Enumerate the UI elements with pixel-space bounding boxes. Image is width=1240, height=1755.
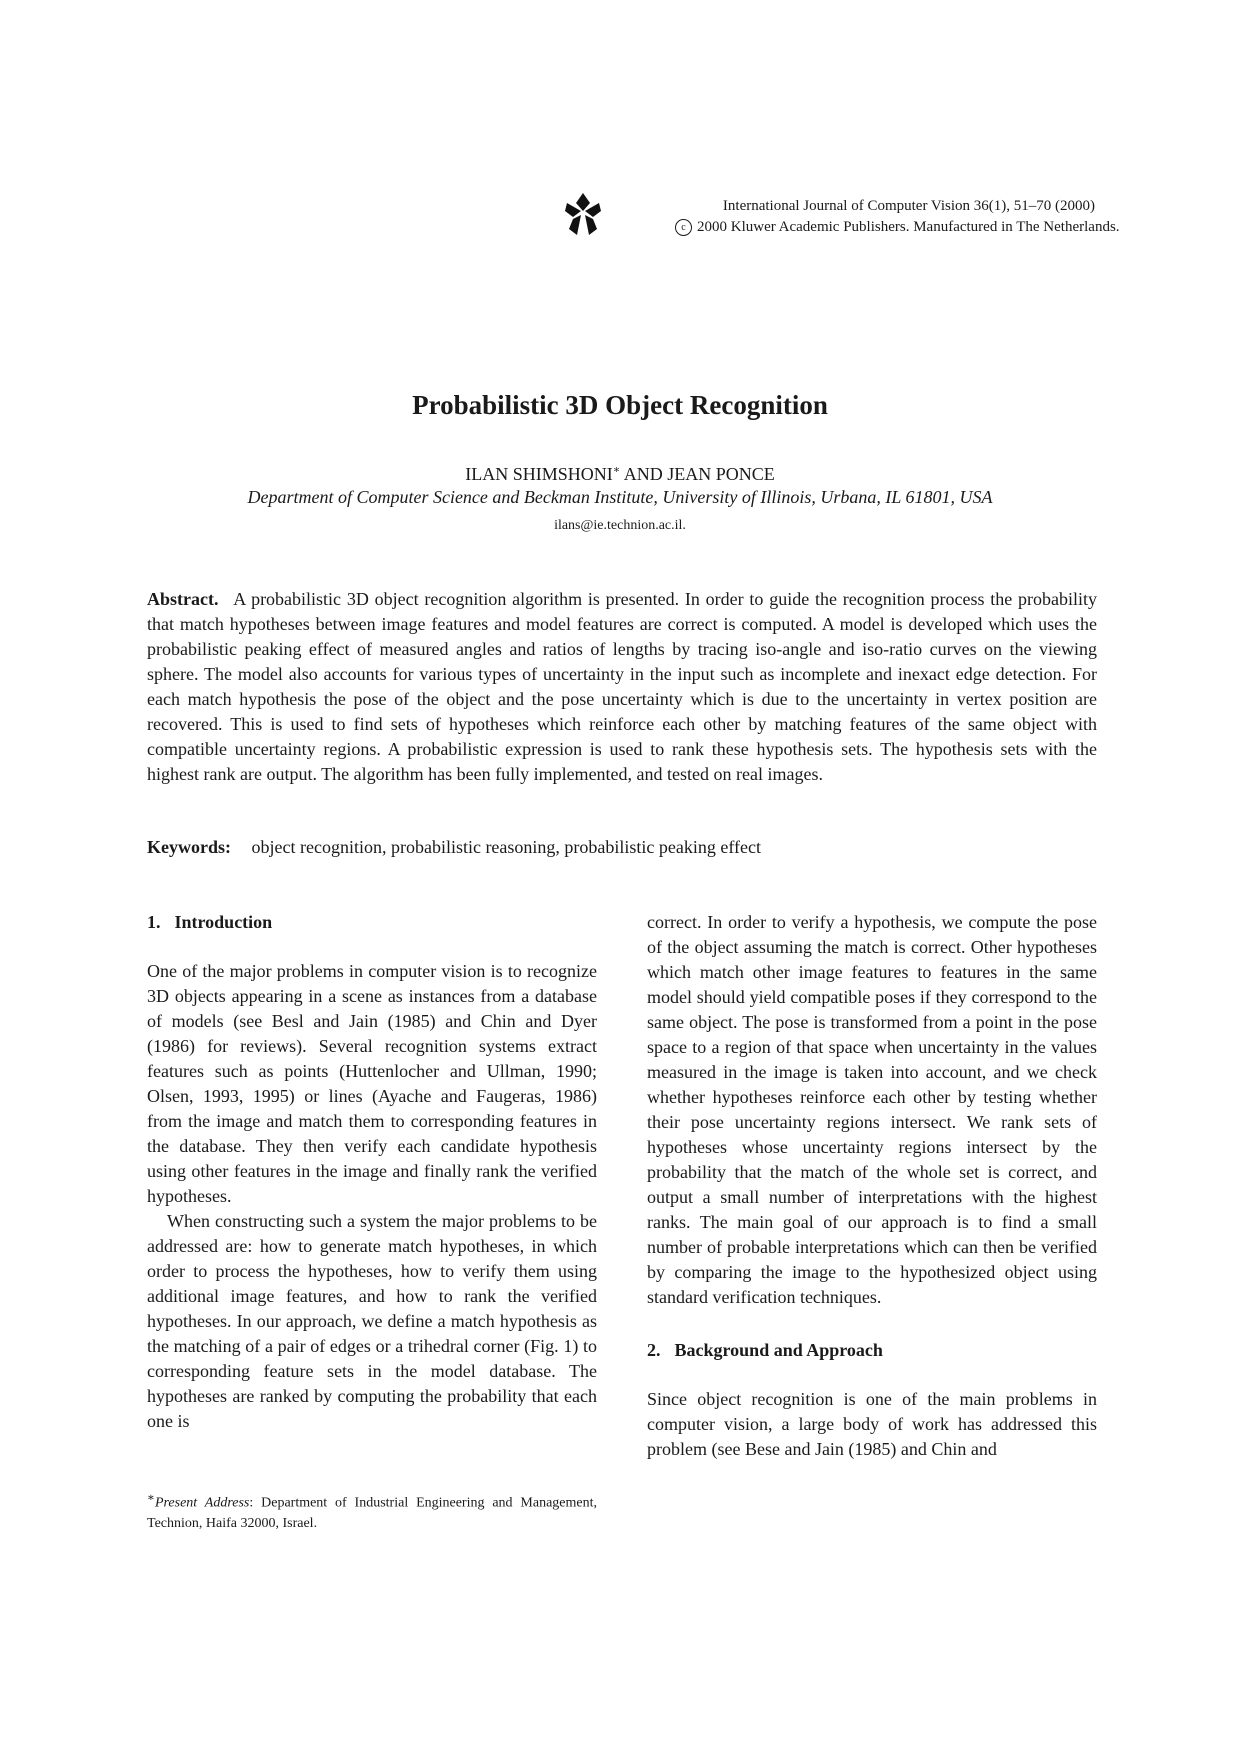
copyright-text: 2000 Kluwer Academic Publishers. Manufactured in The Netherlands. [697,219,1120,235]
intro-paragraph-2-continued: correct. In order to verify a hypothesis, we compute the pose of the object assuming the match is correct. Other hypotheses which match other image features to features in the same model should yield compatible poses if they correspond to the same object. The pose is transformed from a point in the pose space to a region of that space when uncertainty in the values measured in the image is taken into account, and we check whether hypotheses reinforce each other by testing whether their pose uncertainty regions intersect. We rank sets of hypotheses whose uncertainty regions intersect by the probability that the match of the whole set is correct, and output a small number of interpretations with the highest ranks. The main goal of our approach is to find a small number of probable interpretations which can then be verified by comparing the image to the hypothesized object using standard verification techniques. [647,912,1097,1307]
journal-header [675,196,1120,238]
left-column [147,910,597,1434]
affiliation: Department of Computer Science and Beckman Institute, University of Illinois, Urbana, IL 61801, USA [247,487,993,507]
section-heading-background [647,1338,1097,1363]
section-title: Introduction [174,912,273,932]
right-column [647,910,1097,1462]
section-number: 2. [647,1340,661,1360]
publisher-logo-icon [563,191,603,237]
author-footnote-marker: ∗ [612,464,621,476]
author-rest: AND JEAN PONCE [620,464,775,484]
keywords-text: object recognition, probabilistic reasoning, probabilistic peaking effect [251,837,762,857]
journal-citation: International Journal of Computer Vision 36(1), 51–70 (2000) [722,198,1095,214]
copyright-icon: c [675,219,692,236]
abstract-label: Abstract. [147,589,219,609]
abstract [147,587,1097,787]
intro-paragraph-2: When constructing such a system the major problems to be addressed are: how to generate match hypotheses, in which order to process the hypotheses, how to verify them using additional image features, and how to rank the verified hypotheses. In our approach, we define a match hypothesis as the matching of a pair of edges or a trihedral corner (Fig. 1) to corresponding feature sets in the model database. The hypotheses are ranked by computing the probability that each one is [147,1211,597,1431]
intro-paragraph-1: One of the major problems in computer vision is to recognize 3D objects appearing in a scene as instances from a database of models (see Besl and Jain (1985) and Chin and Dyer (1986) for reviews). Several recognition systems extract features such as points (Huttenlocher and Ullman, 1990; Olsen, 1993, 1995) or lines (Ayache and Faugeras, 1986) from the image and match them to corresponding features in the database. They then verify each candidate hypothesis using other features in the image and finally rank the verified hypotheses. [147,961,597,1206]
copyright-line [675,217,1120,238]
paper-title: Probabilistic 3D Object Recognition [412,390,828,420]
footnote [147,1488,597,1534]
section-number: 1. [147,912,161,932]
section-title: Background and Approach [674,1340,883,1360]
footnote-marker: ∗ [147,1491,155,1504]
background-paragraph-1: Since object recognition is one of the main problems in computer vision, a large body of work has addressed this problem (see Bese and Jain (1985) and Chin and [647,1389,1097,1459]
abstract-text: A probabilistic 3D object recognition algorithm is presented. In order to guide the recognition process the probability that match hypotheses between image features and model features are correct is computed. A model is developed which uses the probabilistic peaking effect of measured angles and ratios of lengths by tracing iso-angle and iso-ratio curves on the viewing sphere. The model also accounts for various types of uncertainty in the input such as incomplete and inexact edge detection. For each match hypothesis the pose of the object and the pose uncertainty which is due to the uncertainty in vertex position are recovered. This is used to find sets of hypotheses which reinforce each other by matching features of the same object with compatible uncertainty regions. A probabilistic expression is used to rank these hypothesis sets. The hypothesis sets with the highest rank are output. The algorithm has been fully implemented, and tested on real images. [147,589,1098,784]
author-email: ilans@ie.technion.ac.il. [554,518,686,533]
footnote-text: : Department of Industrial Engineering and Management, Technion, Haifa 32000, Israel. [147,1495,597,1531]
author-list [0,463,1240,485]
keywords [147,837,1097,858]
section-heading-introduction [147,910,597,935]
keywords-label: Keywords: [147,837,231,857]
footnote-label: Present Address [154,1495,250,1511]
author-first: ILAN SHIMSHONI [465,464,613,484]
